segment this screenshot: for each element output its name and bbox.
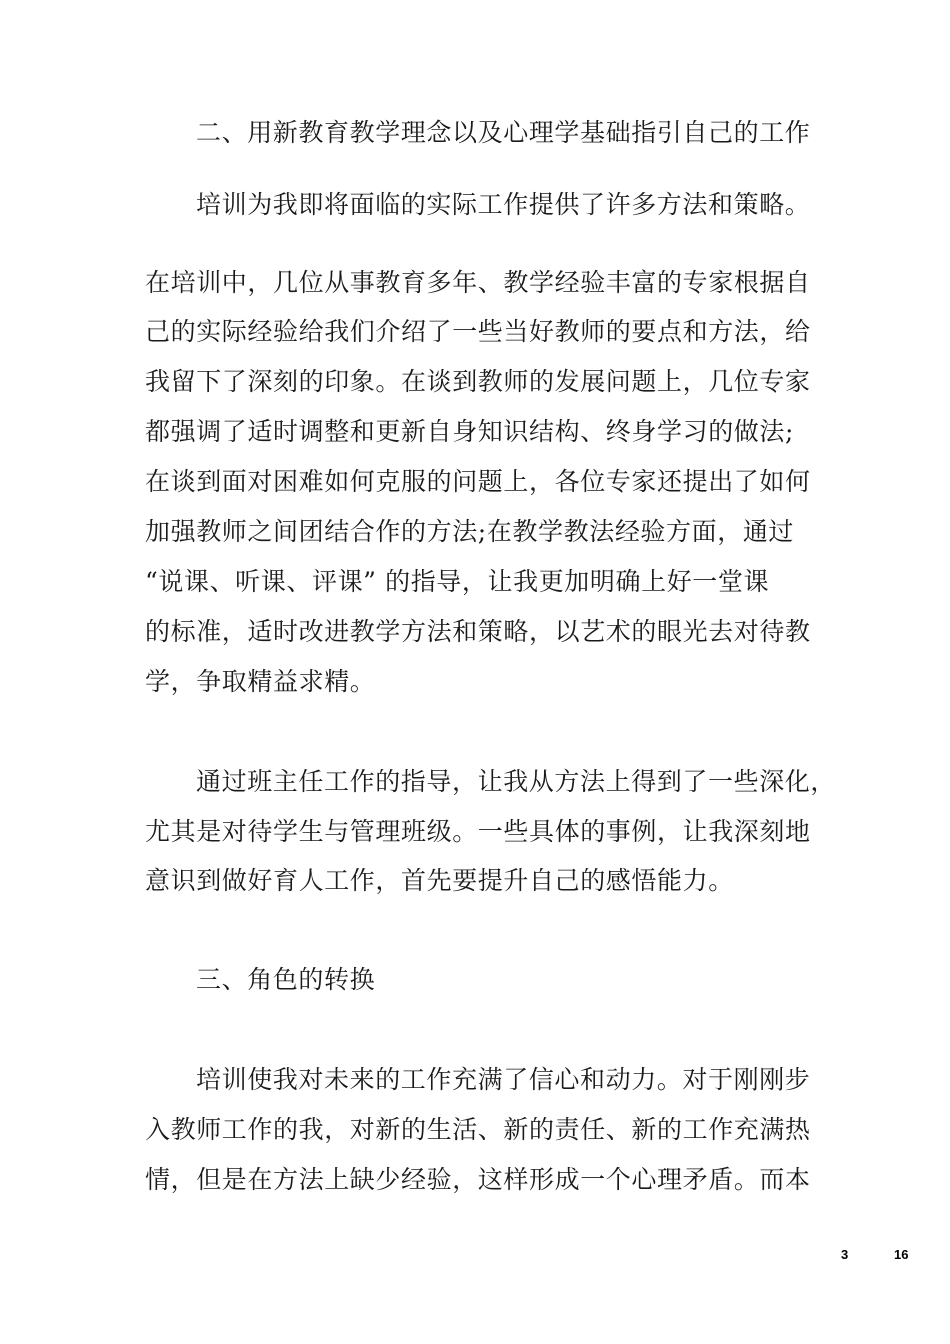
paragraph-line: 情，但是在方法上缺少经验，这样形成一个心理矛盾。而本	[145, 1165, 811, 1194]
section-heading: 二、用新教育教学理念以及心理学基础指引自己的工作	[196, 118, 811, 147]
page-total: 16	[894, 1247, 909, 1262]
paragraph-line: 己的实际经验给我们介绍了一些当好教师的要点和方法，给	[145, 317, 811, 346]
paragraph-line: 的标准，适时改进教学方法和策略，以艺术的眼光去对待教	[145, 617, 811, 646]
paragraph-line: “说课、听课、评课” 的指导，让我更加明确上好一堂课	[145, 567, 770, 596]
paragraph-line: 意识到做好育人工作，首先要提升自己的感悟能力。	[145, 866, 734, 895]
paragraph-line: 在培训中，几位从事教育多年、教学经验丰富的专家根据自	[145, 268, 811, 297]
paragraph-line: 入教师工作的我，对新的生活、新的责任、新的工作充满热	[145, 1115, 811, 1144]
paragraph-line: 学，争取精益求精。	[145, 667, 376, 696]
paragraph-line: 尤其是对待学生与管理班级。一些具体的事例，让我深刻地	[145, 817, 811, 846]
paragraph-line: 培训使我对未来的工作充满了信心和动力。对于刚刚步	[196, 1065, 811, 1094]
paragraph-line: 在谈到面对困难如何克服的问题上，各位专家还提出了如何	[145, 467, 811, 496]
paragraph-line: 加强教师之间团结合作的方法;在教学教法经验方面，通过	[145, 517, 795, 546]
paragraph-line: 通过班主任工作的指导，让我从方法上得到了一些深化，	[196, 767, 837, 796]
paragraph-line: 我留下了深刻的印象。在谈到教师的发展问题上，几位专家	[145, 367, 811, 396]
section-heading: 三、角色的转换	[196, 965, 376, 994]
page-number: 3	[841, 1247, 849, 1262]
paragraph-line: 都强调了适时调整和更新自身知识结构、终身学习的做法;	[145, 417, 795, 446]
paragraph-line: 培训为我即将面临的实际工作提供了许多方法和策略。	[196, 190, 811, 219]
